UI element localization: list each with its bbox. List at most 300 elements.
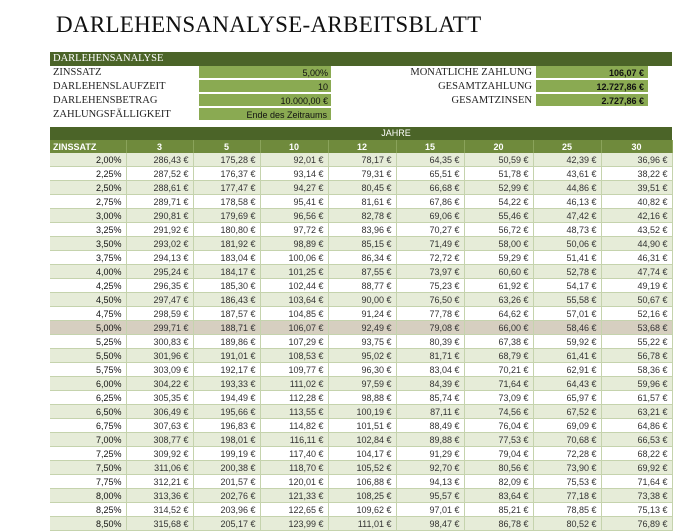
payment-cell[interactable]: 61,57 € [601,391,672,405]
payment-cell[interactable]: 109,77 € [260,363,328,377]
summary-section [50,66,672,122]
payment-cell[interactable]: 55,46 € [464,209,533,223]
payment-cell[interactable]: 55,58 € [533,293,601,307]
payment-cell[interactable]: 87,11 € [396,405,464,419]
table-row [50,223,672,237]
payment-cell[interactable]: 101,25 € [260,265,328,279]
payment-cell[interactable]: 90,00 € [328,293,396,307]
table-row [50,349,672,363]
payment-cell[interactable]: 113,55 € [260,405,328,419]
payment-cell[interactable]: 83,96 € [328,223,396,237]
payment-cell[interactable]: 95,02 € [328,349,396,363]
payment-cell[interactable]: 103,64 € [260,293,328,307]
payment-cell[interactable]: 73,09 € [464,391,533,405]
payment-cell[interactable]: 80,45 € [328,181,396,195]
rate-cell[interactable]: 3,50% [50,237,126,251]
payment-cell[interactable]: 288,61 € [126,181,193,195]
table-header-row [50,140,672,153]
payment-cell[interactable]: 306,49 € [126,405,193,419]
payment-cell[interactable]: 315,68 € [126,517,193,531]
payment-cell[interactable]: 69,06 € [396,209,464,223]
table-row [50,195,672,209]
payment-cell[interactable]: 201,57 € [193,475,260,489]
payment-cell[interactable]: 108,25 € [328,489,396,503]
payment-cell[interactable]: 82,78 € [328,209,396,223]
payment-cell[interactable]: 71,64 € [601,475,672,489]
payment-cell[interactable]: 301,96 € [126,349,193,363]
payment-cell[interactable]: 53,68 € [601,321,672,335]
payment-cell[interactable]: 44,86 € [533,181,601,195]
payment-cell[interactable]: 63,21 € [601,405,672,419]
payment-cell[interactable]: 80,56 € [464,461,533,475]
payment-cell[interactable]: 71,64 € [464,377,533,391]
rate-cell[interactable]: 4,50% [50,293,126,307]
payment-cell[interactable]: 81,71 € [396,349,464,363]
column-header-years: 3 [126,140,193,153]
table-row [50,391,672,405]
rate-cell[interactable]: 7,50% [50,461,126,475]
payment-cell[interactable]: 89,88 € [396,433,464,447]
column-header-years: 10 [260,140,328,153]
total-interest-cell[interactable]: 2.727,86 € [536,94,648,107]
payment-cell[interactable]: 198,01 € [193,433,260,447]
payment-cell[interactable]: 64,35 € [396,153,464,167]
payment-due-cell[interactable]: Ende des Zeitraums [199,108,331,121]
table-row [50,265,672,279]
payment-cell[interactable]: 200,38 € [193,461,260,475]
payment-cell[interactable]: 58,36 € [601,363,672,377]
rate-cell[interactable]: 7,00% [50,433,126,447]
payment-cell[interactable]: 86,34 € [328,251,396,265]
payment-cell[interactable]: 107,29 € [260,335,328,349]
payment-cell[interactable]: 66,00 € [464,321,533,335]
payment-table [50,140,673,531]
payment-cell[interactable]: 67,38 € [464,335,533,349]
table-row [50,251,672,265]
payment-cell[interactable]: 97,01 € [396,503,464,517]
payment-cell[interactable]: 191,01 € [193,349,260,363]
payment-cell[interactable]: 122,65 € [260,503,328,517]
payment-cell[interactable]: 304,22 € [126,377,193,391]
payment-cell[interactable]: 100,19 € [328,405,396,419]
payment-cell[interactable]: 79,31 € [328,167,396,181]
payment-cell[interactable]: 85,74 € [396,391,464,405]
rate-cell[interactable]: 6,25% [50,391,126,405]
payment-cell[interactable]: 109,62 € [328,503,396,517]
payment-cell[interactable]: 295,24 € [126,265,193,279]
payment-cell[interactable]: 312,21 € [126,475,193,489]
payment-cell[interactable]: 52,99 € [464,181,533,195]
payment-cell[interactable]: 77,78 € [396,307,464,321]
payment-cell[interactable]: 75,23 € [396,279,464,293]
payment-cell[interactable]: 186,43 € [193,293,260,307]
payment-cell[interactable]: 291,92 € [126,223,193,237]
payment-cell[interactable]: 49,19 € [601,279,672,293]
table-row [50,363,672,377]
payment-cell[interactable]: 81,61 € [328,195,396,209]
payment-cell[interactable]: 286,43 € [126,153,193,167]
column-header-years: 15 [396,140,464,153]
payment-cell[interactable]: 75,53 € [533,475,601,489]
payment-cell[interactable]: 52,78 € [533,265,601,279]
rate-cell[interactable]: 5,75% [50,363,126,377]
payment-cell[interactable]: 85,15 € [328,237,396,251]
payment-cell[interactable]: 102,44 € [260,279,328,293]
payment-cell[interactable]: 69,09 € [533,419,601,433]
payment-cell[interactable]: 38,22 € [601,167,672,181]
payment-cell[interactable]: 194,49 € [193,391,260,405]
payment-cell[interactable]: 96,56 € [260,209,328,223]
payment-cell[interactable]: 78,17 € [328,153,396,167]
rate-cell[interactable]: 5,00% [50,321,126,335]
payment-cell[interactable]: 108,53 € [260,349,328,363]
payment-cell[interactable]: 185,30 € [193,279,260,293]
table-row [50,405,672,419]
payment-cell[interactable]: 308,77 € [126,433,193,447]
payment-cell[interactable]: 176,37 € [193,167,260,181]
payment-cell[interactable]: 51,41 € [533,251,601,265]
loan-term-label: DARLEHENSLAUFZEIT [53,81,166,92]
payment-cell[interactable]: 64,86 € [601,419,672,433]
payment-cell[interactable]: 114,82 € [260,419,328,433]
table-row [50,293,672,307]
payment-cell[interactable]: 64,62 € [464,307,533,321]
payment-cell[interactable]: 102,84 € [328,433,396,447]
payment-cell[interactable]: 88,49 € [396,419,464,433]
column-header-years: 20 [464,140,533,153]
column-header-years: 30 [601,140,672,153]
payment-cell[interactable]: 92,70 € [396,461,464,475]
payment-cell[interactable]: 175,28 € [193,153,260,167]
payment-cell[interactable]: 88,77 € [328,279,396,293]
rate-cell[interactable]: 2,00% [50,153,126,167]
payment-cell[interactable]: 91,29 € [396,447,464,461]
payment-cell[interactable]: 91,24 € [328,307,396,321]
table-row [50,475,672,489]
payment-cell[interactable]: 59,29 € [464,251,533,265]
rate-cell[interactable]: 5,25% [50,335,126,349]
payment-cell[interactable]: 95,57 € [396,489,464,503]
payment-cell[interactable]: 79,08 € [396,321,464,335]
payment-cell[interactable]: 105,52 € [328,461,396,475]
payment-cell[interactable]: 293,02 € [126,237,193,251]
payment-cell[interactable]: 67,86 € [396,195,464,209]
payment-cell[interactable]: 193,33 € [193,377,260,391]
payment-cell[interactable]: 76,50 € [396,293,464,307]
loan-amount-cell[interactable]: 10.000,00 € [199,94,331,107]
payment-cell[interactable]: 77,18 € [533,489,601,503]
payment-cell[interactable]: 50,06 € [533,237,601,251]
payment-cell[interactable]: 196,83 € [193,419,260,433]
loan-worksheet [50,52,672,531]
rate-cell[interactable]: 7,75% [50,475,126,489]
payment-cell[interactable]: 93,75 € [328,335,396,349]
payment-cell[interactable]: 187,57 € [193,307,260,321]
payment-cell[interactable]: 188,71 € [193,321,260,335]
table-row [50,517,672,531]
payment-cell[interactable]: 116,11 € [260,433,328,447]
payment-cell[interactable]: 72,28 € [533,447,601,461]
payment-cell[interactable]: 98,47 € [396,517,464,531]
table-row [50,181,672,195]
payment-cell[interactable]: 80,52 € [533,517,601,531]
payment-cell[interactable]: 73,97 € [396,265,464,279]
payment-cell[interactable]: 58,46 € [533,321,601,335]
payment-cell[interactable]: 43,61 € [533,167,601,181]
payment-cell[interactable]: 85,21 € [464,503,533,517]
table-row [50,153,672,167]
payment-cell[interactable]: 303,09 € [126,363,193,377]
total-payment-cell[interactable]: 12.727,86 € [536,80,648,93]
payment-cell[interactable]: 43,52 € [601,223,672,237]
payment-cell[interactable]: 46,31 € [601,251,672,265]
payment-cell[interactable]: 104,85 € [260,307,328,321]
payment-cell[interactable]: 179,69 € [193,209,260,223]
rate-cell[interactable]: 8,25% [50,503,126,517]
payment-cell[interactable]: 180,80 € [193,223,260,237]
payment-cell[interactable]: 50,59 € [464,153,533,167]
payment-cell[interactable]: 76,89 € [601,517,672,531]
payment-cell[interactable]: 62,91 € [533,363,601,377]
payment-cell[interactable]: 52,16 € [601,307,672,321]
payment-cell[interactable]: 290,81 € [126,209,193,223]
payment-cell[interactable]: 84,39 € [396,377,464,391]
loan-amount-label: DARLEHENSBETRAG [53,95,158,106]
payment-cell[interactable]: 47,42 € [533,209,601,223]
payment-cell[interactable]: 66,53 € [601,433,672,447]
payment-cell[interactable]: 202,76 € [193,489,260,503]
payment-cell[interactable]: 98,89 € [260,237,328,251]
payment-cell[interactable]: 121,33 € [260,489,328,503]
payment-cell[interactable]: 93,14 € [260,167,328,181]
payment-cell[interactable]: 111,02 € [260,377,328,391]
rate-cell[interactable]: 6,50% [50,405,126,419]
payment-cell[interactable]: 98,88 € [328,391,396,405]
payment-cell[interactable]: 68,22 € [601,447,672,461]
interest-rate-cell[interactable]: 5,00% [199,66,331,79]
payment-cell[interactable]: 66,68 € [396,181,464,195]
rate-cell[interactable]: 2,50% [50,181,126,195]
payment-cell[interactable]: 97,59 € [328,377,396,391]
payment-cell[interactable]: 36,96 € [601,153,672,167]
payment-cell[interactable]: 309,92 € [126,447,193,461]
payment-cell[interactable]: 42,39 € [533,153,601,167]
rate-cell[interactable]: 4,00% [50,265,126,279]
payment-cell[interactable]: 178,58 € [193,195,260,209]
payment-cell[interactable]: 96,30 € [328,363,396,377]
payment-cell[interactable]: 94,13 € [396,475,464,489]
payment-cell[interactable]: 311,06 € [126,461,193,475]
total-payment-label: GESAMTZAHLUNG [438,81,532,92]
payment-cell[interactable]: 76,04 € [464,419,533,433]
payment-cell[interactable]: 101,51 € [328,419,396,433]
table-row [50,279,672,293]
payment-cell[interactable]: 300,83 € [126,335,193,349]
table-row [50,307,672,321]
payment-cell[interactable]: 55,22 € [601,335,672,349]
payment-cell[interactable]: 54,17 € [533,279,601,293]
rate-cell[interactable]: 6,00% [50,377,126,391]
table-row [50,503,672,517]
payment-cell[interactable]: 63,26 € [464,293,533,307]
payment-cell[interactable]: 65,97 € [533,391,601,405]
payment-cell[interactable]: 72,72 € [396,251,464,265]
rate-cell[interactable]: 2,75% [50,195,126,209]
payment-cell[interactable]: 69,92 € [601,461,672,475]
payment-cell[interactable]: 111,01 € [328,517,396,531]
payment-cell[interactable]: 74,56 € [464,405,533,419]
payment-cell[interactable]: 73,90 € [533,461,601,475]
rate-cell[interactable]: 3,25% [50,223,126,237]
payment-cell[interactable]: 61,92 € [464,279,533,293]
payment-cell[interactable]: 57,01 € [533,307,601,321]
payment-cell[interactable]: 46,13 € [533,195,601,209]
payment-cell[interactable]: 294,13 € [126,251,193,265]
payment-cell[interactable]: 83,04 € [396,363,464,377]
payment-cell[interactable]: 120,01 € [260,475,328,489]
payment-cell[interactable]: 60,60 € [464,265,533,279]
payment-cell[interactable]: 59,92 € [533,335,601,349]
payment-cell[interactable]: 106,07 € [260,321,328,335]
rate-cell[interactable]: 2,25% [50,167,126,181]
payment-cell[interactable]: 95,41 € [260,195,328,209]
payment-cell[interactable]: 77,53 € [464,433,533,447]
payment-cell[interactable]: 195,66 € [193,405,260,419]
payment-cell[interactable]: 83,64 € [464,489,533,503]
column-header-years: 12 [328,140,396,153]
payment-cell[interactable]: 100,06 € [260,251,328,265]
payment-cell[interactable]: 307,63 € [126,419,193,433]
payment-cell[interactable]: 184,17 € [193,265,260,279]
loan-term-cell[interactable]: 10 [199,80,331,93]
payment-cell[interactable]: 203,96 € [193,503,260,517]
payment-cell[interactable]: 314,52 € [126,503,193,517]
rate-cell[interactable]: 3,00% [50,209,126,223]
payment-cell[interactable]: 73,38 € [601,489,672,503]
monthly-payment-label: MONATLICHE ZAHLUNG [410,67,532,78]
table-row [50,433,672,447]
payment-cell[interactable]: 106,88 € [328,475,396,489]
interest-rate-label: ZINSSATZ [53,67,102,78]
payment-cell[interactable]: 56,72 € [464,223,533,237]
payment-cell[interactable]: 189,86 € [193,335,260,349]
payment-cell[interactable]: 54,22 € [464,195,533,209]
years-group-header: JAHRE [50,127,672,140]
payment-cell[interactable]: 70,21 € [464,363,533,377]
payment-cell[interactable]: 50,67 € [601,293,672,307]
payment-due-label: ZAHLUNGSFÄLLIGKEIT [53,109,171,120]
table-row [50,419,672,433]
rate-cell[interactable]: 4,75% [50,307,126,321]
payment-cell[interactable]: 97,72 € [260,223,328,237]
payment-cell[interactable]: 289,71 € [126,195,193,209]
payment-cell[interactable]: 70,27 € [396,223,464,237]
table-row [50,377,672,391]
summary-header: DARLEHENSANALYSE [50,52,672,66]
payment-cell[interactable]: 78,85 € [533,503,601,517]
payment-cell[interactable]: 92,49 € [328,321,396,335]
payment-cell[interactable]: 86,78 € [464,517,533,531]
payment-cell[interactable]: 61,41 € [533,349,601,363]
payment-cell[interactable]: 42,16 € [601,209,672,223]
rate-cell[interactable]: 8,50% [50,517,126,531]
column-header-rate: ZINSSATZ [50,140,126,153]
payment-cell[interactable]: 298,59 € [126,307,193,321]
payment-cell[interactable]: 112,28 € [260,391,328,405]
payment-cell[interactable]: 44,90 € [601,237,672,251]
payment-cell[interactable]: 117,40 € [260,447,328,461]
table-row [50,321,672,335]
payment-cell[interactable]: 183,04 € [193,251,260,265]
table-row [50,237,672,251]
payment-cell[interactable]: 40,82 € [601,195,672,209]
payment-cell[interactable]: 118,70 € [260,461,328,475]
payment-cell[interactable]: 177,47 € [193,181,260,195]
payment-cell[interactable]: 39,51 € [601,181,672,195]
payment-cell[interactable]: 87,55 € [328,265,396,279]
rate-cell[interactable]: 4,25% [50,279,126,293]
rate-cell[interactable]: 8,00% [50,489,126,503]
payment-cell[interactable]: 199,19 € [193,447,260,461]
payment-cell[interactable]: 68,79 € [464,349,533,363]
table-row [50,335,672,349]
payment-cell[interactable]: 296,35 € [126,279,193,293]
rate-cell[interactable]: 3,75% [50,251,126,265]
rate-cell[interactable]: 5,50% [50,349,126,363]
table-row [50,209,672,223]
total-interest-label: GESAMTZINSEN [451,95,532,106]
payment-cell[interactable]: 48,73 € [533,223,601,237]
payment-cell[interactable]: 56,78 € [601,349,672,363]
payment-cell[interactable]: 92,01 € [260,153,328,167]
payment-cell[interactable]: 104,17 € [328,447,396,461]
page-title: DARLEHENSANALYSE-ARBEITSBLATT [56,12,482,37]
payment-cell[interactable]: 181,92 € [193,237,260,251]
payment-cell[interactable]: 65,51 € [396,167,464,181]
table-row [50,447,672,461]
payment-cell[interactable]: 59,96 € [601,377,672,391]
table-row [50,167,672,181]
payment-cell[interactable]: 80,39 € [396,335,464,349]
payment-cell[interactable]: 205,17 € [193,517,260,531]
payment-cell[interactable]: 79,04 € [464,447,533,461]
column-header-years: 25 [533,140,601,153]
payment-cell[interactable]: 58,00 € [464,237,533,251]
payment-cell[interactable]: 94,27 € [260,181,328,195]
payment-cell[interactable]: 192,17 € [193,363,260,377]
payment-cell[interactable]: 75,13 € [601,503,672,517]
table-row [50,489,672,503]
payment-cell[interactable]: 287,52 € [126,167,193,181]
payment-cell[interactable]: 67,52 € [533,405,601,419]
payment-cell[interactable]: 305,35 € [126,391,193,405]
payment-cell[interactable]: 313,36 € [126,489,193,503]
payment-cell[interactable]: 47,74 € [601,265,672,279]
payment-cell[interactable]: 70,68 € [533,433,601,447]
table-row [50,461,672,475]
payment-cell[interactable]: 51,78 € [464,167,533,181]
rate-cell[interactable]: 6,75% [50,419,126,433]
column-header-years: 5 [193,140,260,153]
payment-cell[interactable]: 299,71 € [126,321,193,335]
rate-cell[interactable]: 7,25% [50,447,126,461]
monthly-payment-cell[interactable]: 106,07 € [536,66,648,79]
payment-cell[interactable]: 123,99 € [260,517,328,531]
payment-cell[interactable]: 82,09 € [464,475,533,489]
payment-cell[interactable]: 64,43 € [533,377,601,391]
payment-cell[interactable]: 71,49 € [396,237,464,251]
payment-cell[interactable]: 297,47 € [126,293,193,307]
